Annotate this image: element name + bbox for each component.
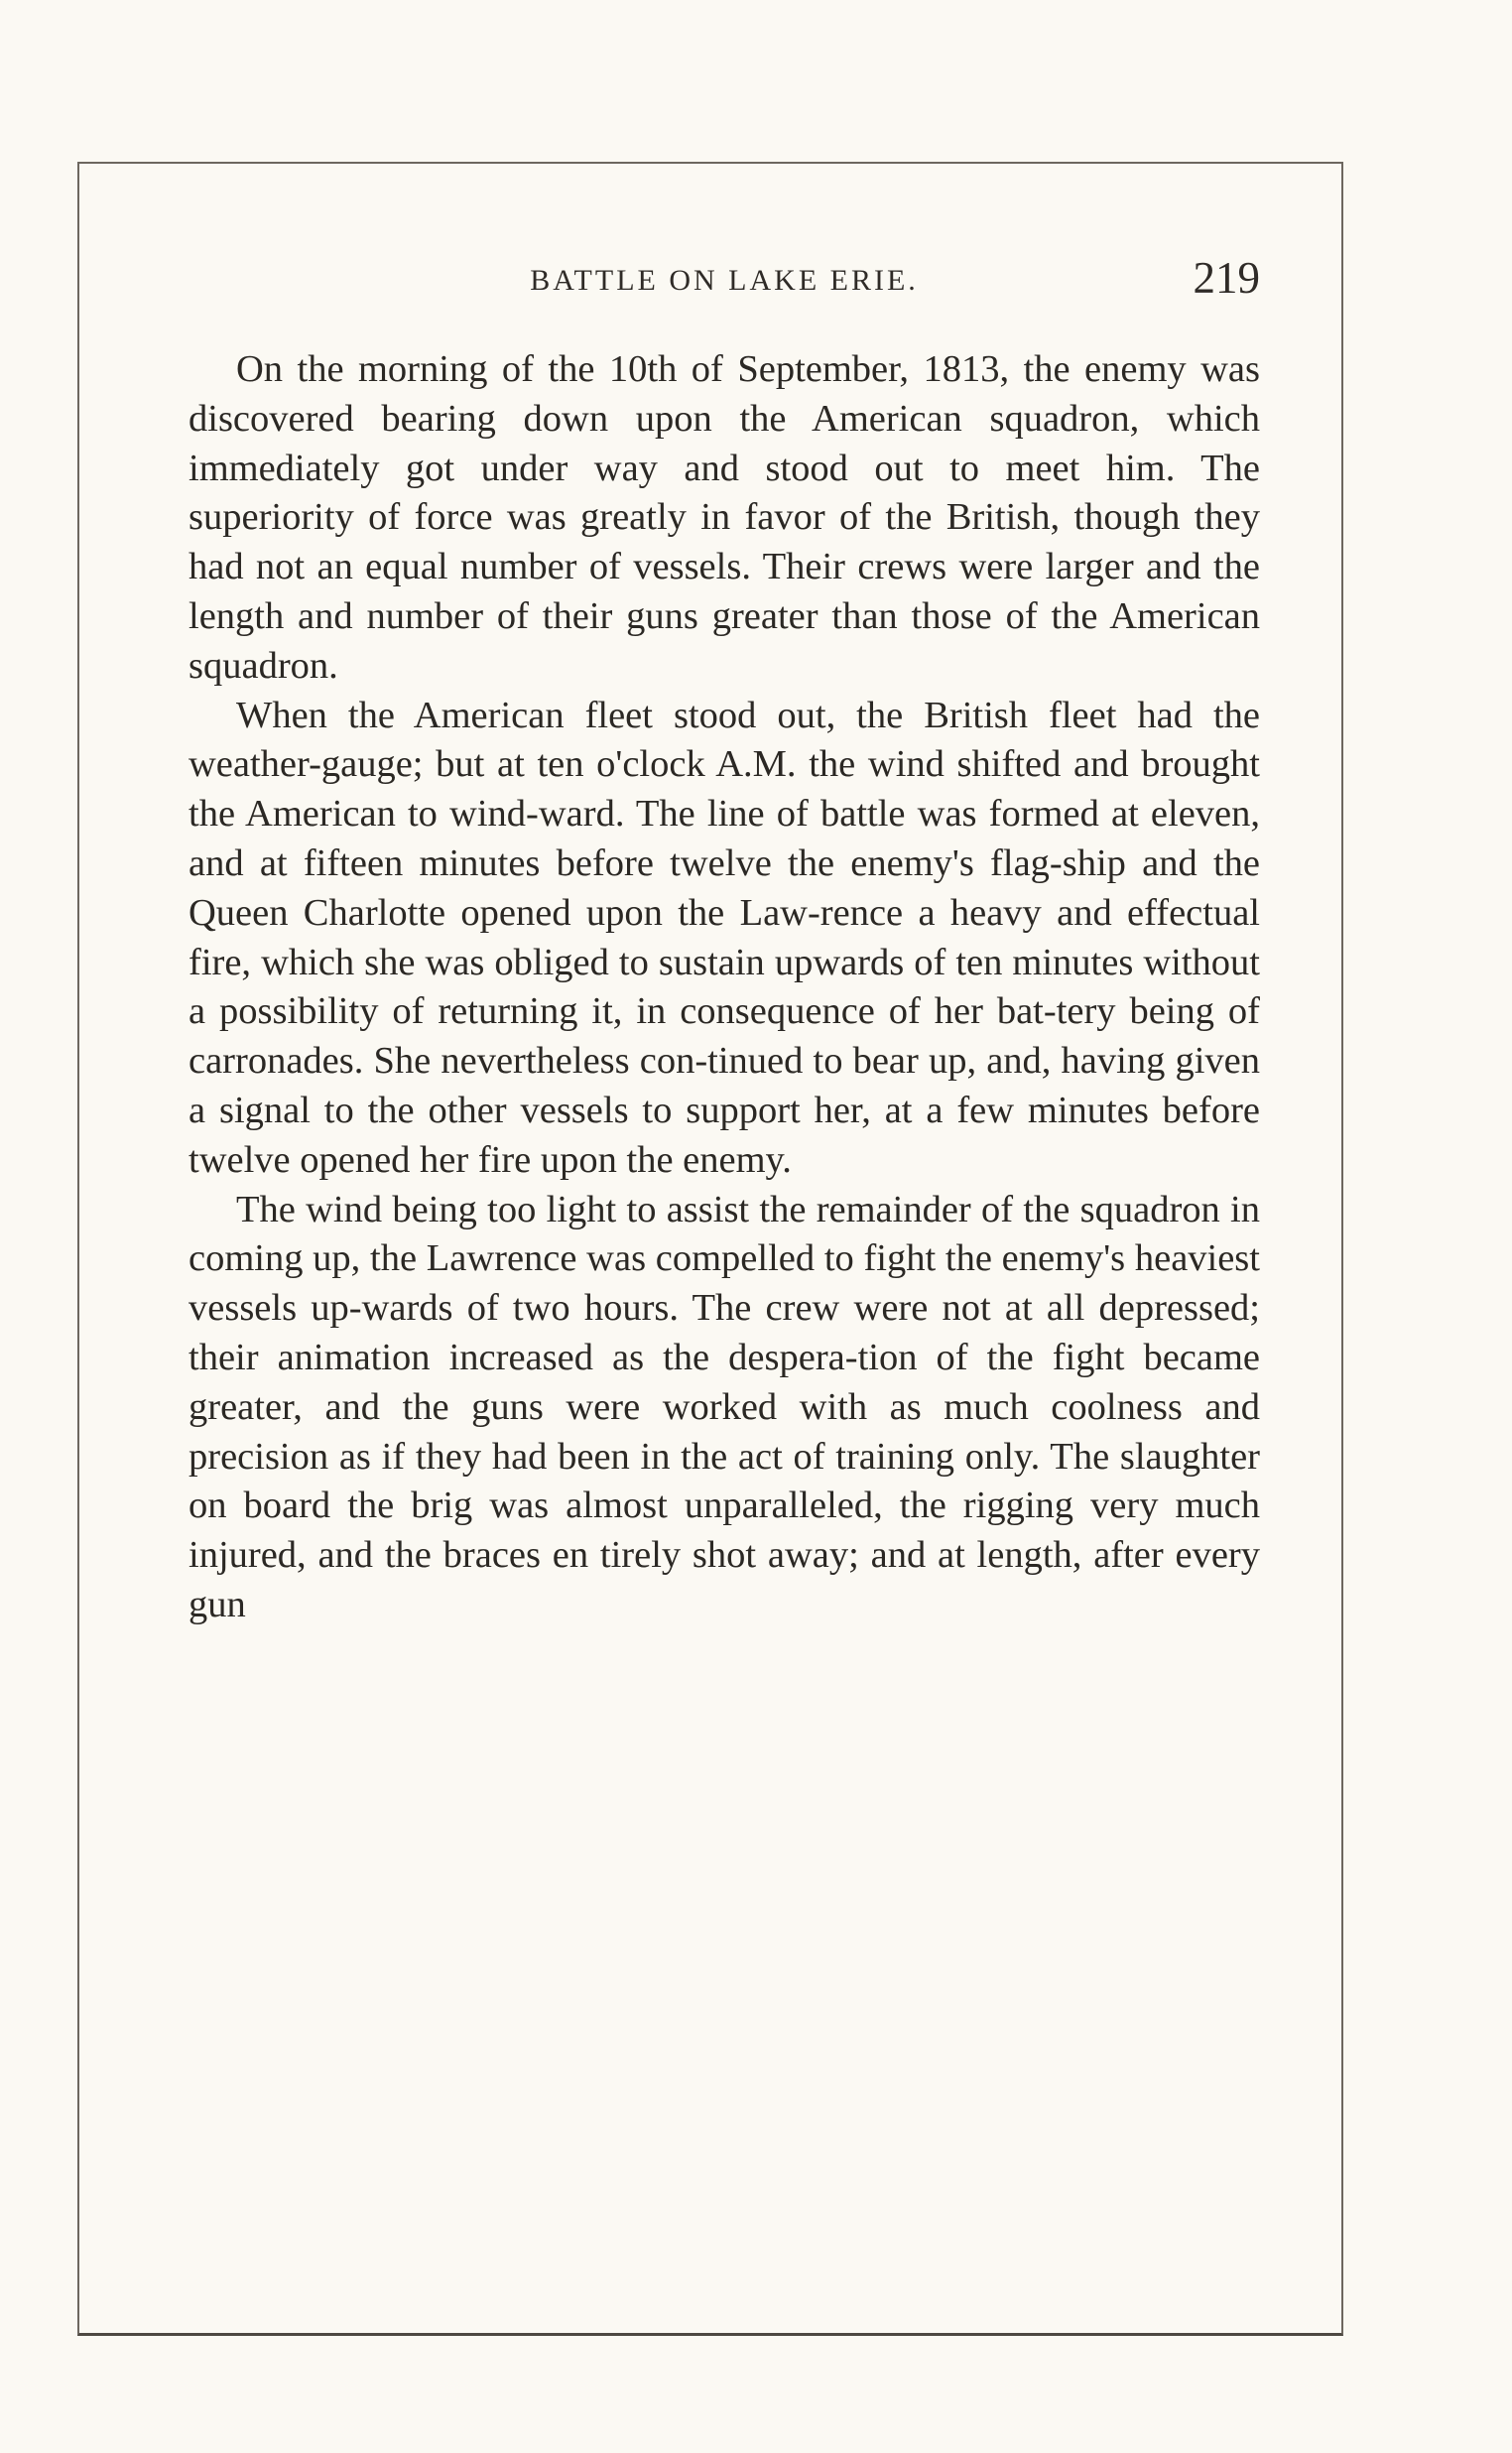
body-text xyxy=(189,345,1260,1630)
paragraph-2: When the American fleet stood out, the British fleet had the weather-gauge; but at ten o'clock A.M. the wind shifted and brought the American to wind-ward. The line of battle was formed at eleven, and at fifteen minutes before twelve the enemy's flag-ship and the Queen Charlotte opened upon the Law-rence a heavy and effectual fire, which she was obliged to sustain upwards of ten minutes without a possibility of returning it, in consequence of her bat-tery being of carronades. She nevertheless con-tinued to bear up, and, having given a signal to the other vessels to support her, at a few minutes before twelve opened her fire upon the enemy. xyxy=(189,694,1260,1181)
paragraph-3: The wind being too light to assist the remainder of the squadron in coming up, the Lawrence was compelled to fight the enemy's heaviest vessels up-wards of two hours. The crew were not at all depressed; their animation increased as the despera-tion of the fight became greater, and the guns were worked with as much coolness and precision as if they had been in the act of training only. The slaughter on board the brig was almost unparalleled, the rigging very much injured, and the braces en tirely shot away; and at length, after every gun xyxy=(189,1188,1260,1625)
paragraph-1: On the morning of the 10th of September, 1813, the enemy was discovered bearing down upon the American squadron, which immediately got under way and stood out to meet him. The superiority of force was greatly in favor of the British, though they had not an equal number of vessels. Their crews were larger and the length and number of their guns greater than those of the American squadron. xyxy=(189,348,1260,687)
running-head xyxy=(189,253,1260,316)
page-number: 219 xyxy=(1193,253,1260,303)
running-title: BATTLE ON LAKE ERIE. xyxy=(530,264,919,297)
